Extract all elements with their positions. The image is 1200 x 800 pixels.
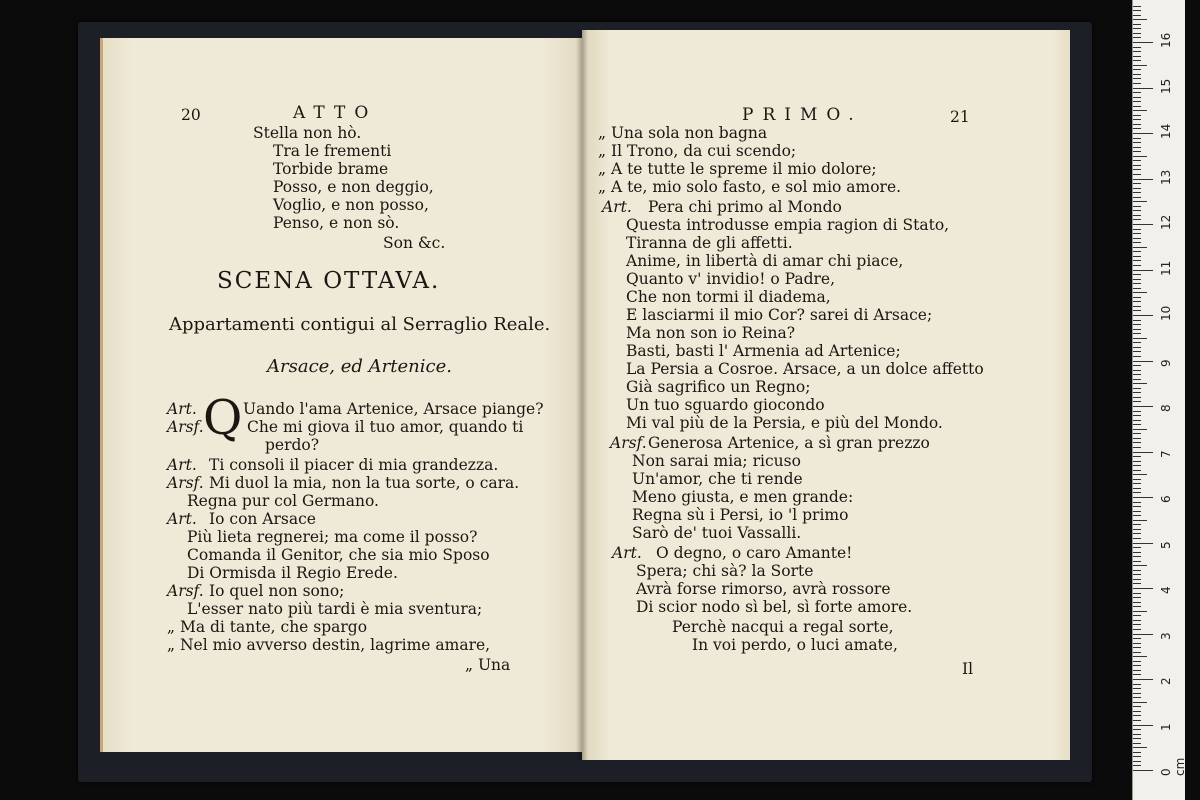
dialogue-line: Ti consoli il piacer di mia grandezza. [209,456,499,474]
dialogue-line: Tiranna de gli affetti. [626,234,793,252]
right-page [582,30,1070,760]
ruler-tick [1133,101,1141,102]
ruler-tick [1133,770,1153,771]
ruler-tick [1133,561,1141,562]
ruler-tick [1133,424,1141,425]
ruler-tick [1133,497,1153,498]
ruler-tick [1133,379,1141,380]
ruler-tick [1133,506,1141,507]
ruler-tick [1133,438,1141,439]
ruler-tick [1133,188,1141,189]
ruler-tick [1133,356,1141,357]
ruler-tick [1133,743,1141,744]
ruler-tick [1133,470,1141,471]
ruler-tick [1133,456,1141,457]
verse-line: Stella non hò. [253,124,362,142]
ruler-tick [1133,725,1153,726]
ruler-tick [1133,229,1141,230]
ruler-tick [1133,670,1141,671]
speaker-label: Art. [612,544,642,562]
ruler-tick [1133,533,1141,534]
ruler-tick [1133,74,1141,75]
ruler-tick [1133,110,1147,111]
dialogue-line: Anime, in libertà di amar chi piace, [626,252,904,270]
ruler-tick [1133,138,1141,139]
ruler-tick [1133,60,1141,61]
ruler-tick [1133,624,1141,625]
book-gutter [576,30,588,760]
ruler-tick [1133,374,1141,375]
ruler-tick [1133,242,1141,243]
ruler-label: 7 [1159,449,1173,458]
ruler-tick [1133,652,1141,653]
ruler-tick [1133,42,1153,43]
ruler-tick [1133,483,1141,484]
ruler-tick [1133,88,1153,89]
ruler-tick [1133,415,1141,416]
ruler-tick [1133,160,1141,161]
ruler-tick [1133,192,1141,193]
catchword: Il [962,660,974,678]
dialogue-line: „ Il Trono, da cui scendo; [598,142,797,160]
ruler-tick [1133,520,1147,521]
ruler-tick [1133,565,1147,566]
dialogue-line: Di scior nodo sì bel, sì forte amore. [636,598,913,616]
ruler-tick [1133,574,1141,575]
ruler-tick [1133,119,1141,120]
dialogue-line: La Persia a Cosroe. Arsace, a un dolce affetto [626,360,984,378]
ruler-tick [1133,69,1141,70]
ruler-tick [1133,292,1147,293]
ruler-tick [1133,83,1141,84]
ruler-tick [1133,602,1141,603]
ruler-tick [1133,492,1141,493]
ruler-tick [1133,401,1141,402]
ruler-tick [1133,320,1141,321]
ruler-tick [1133,552,1141,553]
ruler-tick [1133,706,1141,707]
dialogue-line: E lasciarmi il mio Cor? sarei di Arsace; [626,306,933,324]
ruler-label: 15 [1159,78,1173,94]
ruler-tick [1133,47,1141,48]
ruler-tick [1133,752,1141,753]
ruler-tick [1133,570,1141,571]
dialogue-line: Regna sù i Persi, io 'l primo [632,506,849,524]
ruler-tick [1133,51,1141,52]
ruler-label: 13 [1159,169,1173,185]
ruler-tick [1133,397,1141,398]
ruler-tick [1133,315,1153,316]
ruler-tick [1133,606,1141,607]
ruler-tick [1133,238,1141,239]
ruler-tick [1133,429,1147,430]
ruler-tick [1133,97,1141,98]
ruler-label: 1 [1159,722,1173,731]
ruler-tick [1133,511,1141,512]
ruler-tick [1133,406,1153,407]
ruler-tick [1133,174,1141,175]
ruler-tick [1133,383,1147,384]
catchword: „ Una [465,656,511,674]
ruler-tick [1133,620,1141,621]
ruler-tick [1133,92,1141,93]
ruler-tick [1133,543,1153,544]
ruler-tick [1133,597,1141,598]
ruler-tick [1133,715,1141,716]
verse-line: Posso, e non deggio, [273,178,434,196]
dialogue-line: Che mi giova il tuo amor, quando ti [247,418,524,436]
ruler-label: 0 cm [1159,757,1187,776]
ruler-tick [1133,488,1141,489]
dialogue-line: Spera; chi sà? la Sorte [636,562,814,580]
ruler-tick [1133,392,1141,393]
ruler-tick [1133,247,1147,248]
ruler-tick [1133,56,1141,57]
ruler-tick [1133,661,1141,662]
ruler-tick [1133,260,1141,261]
dialogue-line: Sarò de' tuoi Vassalli. [632,524,802,542]
dialogue-line: Regna pur col Germano. [187,492,379,510]
ruler-tick [1133,656,1147,657]
dialogue-line: „ A te tutte le spreme il mio dolore; [598,160,877,178]
ruler-tick [1133,215,1141,216]
ruler-tick [1133,310,1141,311]
dialogue-line: Questa introdusse empia ragion di Stato, [626,216,950,234]
dialogue-line: Non sarai mia; ricuso [632,452,801,470]
ruler-tick [1133,24,1141,25]
ruler-label: 4 [1159,586,1173,594]
dialogue-line: Comanda il Genitor, che sia mio Sposo [187,546,490,564]
ruler-tick [1133,6,1141,7]
dialogue-line: Mi val più de la Persia, e più del Mondo. [626,414,943,432]
ruler-tick [1133,765,1141,766]
ruler-tick [1133,147,1141,148]
ruler-tick [1133,684,1141,685]
ruler-tick [1133,324,1141,325]
ruler-tick [1133,593,1141,594]
ruler-label: 9 [1159,358,1173,367]
ruler-tick [1133,233,1141,234]
dialogue-line: Io quel non sono; [209,582,345,600]
dialogue-line: L'esser nato più tardi è mia sventura; [187,600,483,618]
speaker-label: Arsf. [167,474,204,492]
ruler-tick [1133,579,1141,580]
ruler-tick [1133,447,1141,448]
ruler-tick [1133,761,1141,762]
dialogue-line: Meno giusta, e men grande: [632,488,854,506]
ruler-tick [1133,611,1147,612]
ruler-tick [1133,124,1141,125]
ruler-tick [1133,283,1141,284]
page-number-right: 21 [950,108,970,126]
ruler-tick [1133,265,1141,266]
dialogue-line: Un tuo sguardo giocondo [626,396,825,414]
ruler-tick [1133,365,1141,366]
page-number-left: 20 [181,106,201,124]
ruler-tick [1133,219,1141,220]
ruler-tick [1133,461,1141,462]
ruler-tick [1133,479,1141,480]
ruler-tick [1133,538,1141,539]
ruler-tick [1133,210,1141,211]
ruler-label: 12 [1159,214,1173,230]
ruler-tick [1133,702,1147,703]
verse-line: Penso, e non sò. [273,214,400,232]
ruler-tick [1133,502,1141,503]
speaker-label: Art. [167,456,197,474]
ruler-tick [1133,115,1141,116]
ruler-tick [1133,734,1141,735]
ruler-tick [1133,588,1153,589]
dialogue-line: O degno, o caro Amante! [656,544,853,562]
dialogue-line: Uando l'ama Artenice, Arsace piange? [243,400,544,418]
ruler-tick [1133,106,1141,107]
dialogue-line: „ A te, mio solo fasto, e sol mio amore. [598,178,902,196]
ruler-tick [1133,169,1141,170]
ruler-tick [1133,629,1141,630]
ruler-tick [1133,256,1141,257]
left-page [100,38,585,752]
dialogue-line: Un'amor, che ti rende [632,470,803,488]
ruler-tick [1133,583,1141,584]
ruler-tick [1133,338,1147,339]
ruler-label: 2 [1159,677,1173,685]
ruler-tick [1133,15,1141,16]
ruler-label: 16 [1159,32,1173,48]
ruler-tick [1133,729,1141,730]
ruler-tick [1133,33,1141,34]
ruler-tick [1133,151,1141,152]
aria-line: In voi perdo, o luci amate, [692,636,898,654]
scene-characters: Arsace, ed Artenice. [267,356,452,377]
ruler-tick [1133,28,1141,29]
ruler-tick [1133,634,1153,635]
ruler-tick [1133,201,1147,202]
ruler-tick [1133,370,1141,371]
scene-setting: Appartamenti contigui al Serraglio Reale. [169,314,551,335]
ruler-tick [1133,420,1141,421]
ruler-tick [1133,133,1153,134]
ruler-tick [1133,351,1141,352]
ruler-tick [1133,251,1141,252]
ruler-tick [1133,10,1141,11]
dialogue-line: „ Nel mio avverso destin, lagrime amare, [167,636,491,654]
ruler-tick [1133,301,1141,302]
ruler-tick [1133,342,1141,343]
ruler-tick [1133,306,1141,307]
ruler-tick [1133,474,1147,475]
ruler-tick [1133,515,1141,516]
ruler-tick [1133,615,1141,616]
ruler-tick [1133,165,1141,166]
ruler-tick [1133,442,1141,443]
dialogue-line: Ma non son io Reina? [626,324,796,342]
ruler-tick [1133,78,1141,79]
ruler-tick [1133,329,1141,330]
ruler-label: 14 [1159,123,1173,139]
ruler-tick [1133,524,1141,525]
running-header-right: PRIMO. [742,105,863,125]
ruler-tick [1133,19,1147,20]
speaker-label: Art. [602,198,632,216]
ruler-tick [1133,179,1153,180]
ruler-tick [1133,697,1141,698]
ruler-label: 10 [1159,305,1173,321]
speaker-label: Arsf. [167,418,204,436]
verse-end: Son &c. [383,234,446,252]
aria-line: Perchè nacqui a regal sorte, [672,618,894,636]
dialogue-line: „ Ma di tante, che spargo [167,618,368,636]
dialogue-line: perdo? [265,436,320,454]
measurement-ruler [1132,0,1185,800]
verse-line: Torbide brame [273,160,389,178]
dialogue-line: Che non tormi il diadema, [626,288,831,306]
ruler-tick [1133,738,1141,739]
ruler-tick [1133,674,1141,675]
dialogue-line: Più lieta regnerei; ma come il posso? [187,528,478,546]
ruler-tick [1133,679,1153,680]
running-header-left: ATTO [293,103,378,123]
ruler-tick [1133,142,1141,143]
ruler-tick [1133,183,1141,184]
ruler-tick [1133,274,1141,275]
verse-line: Tra le frementi [273,142,392,160]
ruler-tick [1133,556,1141,557]
ruler-tick [1133,720,1141,721]
dialogue-line: Quanto v' invidio! o Padre, [626,270,836,288]
ruler-tick [1133,638,1141,639]
ruler-label: 5 [1159,540,1173,549]
dialogue-line: Io con Arsace [209,510,316,528]
dialogue-line: Di Ormisda il Regio Erede. [187,564,398,582]
ruler-tick [1133,279,1141,280]
ruler-tick [1133,747,1147,748]
dialogue-line: Avrà forse rimorso, avrà rossore [636,580,891,598]
verse-line: Voglio, e non posso, [273,196,429,214]
ruler-label: 3 [1159,631,1173,640]
ruler-tick [1133,452,1153,453]
ruler-tick [1133,647,1141,648]
ruler-tick [1133,156,1147,157]
ruler-tick [1133,711,1141,712]
ruler-tick [1133,128,1141,129]
speaker-label: Art. [167,400,197,418]
dialogue-line: Pera chi primo al Mondo [648,198,842,216]
ruler-tick [1133,347,1141,348]
ruler-tick [1133,270,1153,271]
speaker-label: Art. [167,510,197,528]
ruler-tick [1133,547,1141,548]
dialogue-line: Basti, basti l' Armenia ad Artenice; [626,342,901,360]
speaker-label: Arsf. [167,582,204,600]
ruler-tick [1133,643,1141,644]
ruler-tick [1133,688,1141,689]
ruler-tick [1133,224,1153,225]
drop-capital: Q [203,390,243,446]
ruler-tick [1133,333,1141,334]
ruler-tick [1133,756,1141,757]
dialogue-line: Generosa Artenice, a sì gran prezzo [648,434,930,452]
ruler-label: 8 [1159,404,1173,412]
dialogue-line: Già sagrifico un Regno; [626,378,811,396]
ruler-tick [1133,465,1141,466]
ruler-tick [1133,297,1141,298]
ruler-tick [1133,206,1141,207]
ruler-label: 11 [1159,260,1173,276]
dialogue-line: „ Una sola non bagna [598,124,768,142]
ruler-tick [1133,361,1153,362]
speaker-label: Arsf. [610,434,647,452]
ruler-tick [1133,197,1141,198]
ruler-tick [1133,288,1141,289]
ruler-tick [1133,433,1141,434]
dialogue-line: Mi duol la mia, non la tua sorte, o cara. [209,474,520,492]
ruler-tick [1133,37,1141,38]
ruler-tick [1133,411,1141,412]
ruler-tick [1133,388,1141,389]
ruler-tick [1133,693,1141,694]
scene-title: SCENA OTTAVA. [217,268,441,294]
ruler-tick [1133,665,1141,666]
ruler-tick [1133,529,1141,530]
ruler-label: 6 [1159,495,1173,503]
ruler-tick [1133,65,1147,66]
